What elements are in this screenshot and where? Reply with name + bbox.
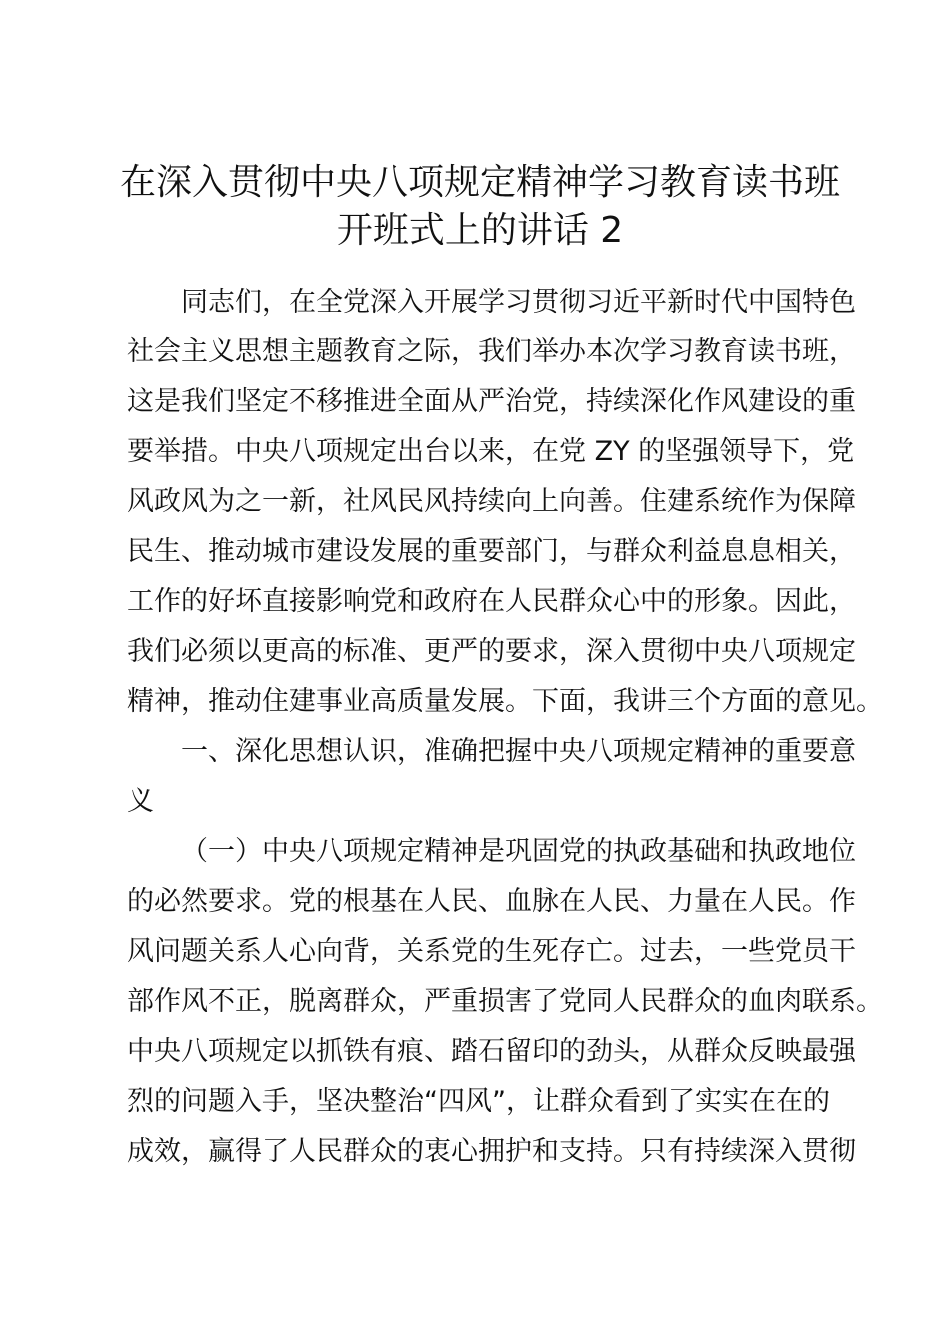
body-line: 烈的问题入手，坚决整治“四风”，让群众看到了实实在在的 xyxy=(127,1086,830,1117)
body-line: 成效，赢得了人民群众的衷心拥护和支持。只有持续深入贯彻 xyxy=(127,1136,856,1167)
body-line: 民生、推动城市建设发展的重要部门，与群众利益息息相关， xyxy=(127,536,856,567)
section-heading-line: 一、深化思想认识，准确把握中央八项规定精神的重要意 xyxy=(181,736,856,767)
document-title-line-2: 开班式上的讲话 2 xyxy=(336,210,624,251)
body-line: 要举措。中央八项规定出台以来，在党 ZY 的坚强领导下，党 xyxy=(127,436,855,467)
body-line: 我们必须以更高的标准、更严的要求，深入贯彻中央八项规定 xyxy=(127,636,856,667)
document-title-line-1: 在深入贯彻中央八项规定精神学习教育读书班 xyxy=(119,162,840,203)
body-line: 这是我们坚定不移推进全面从严治党，持续深化作风建设的重 xyxy=(127,386,856,417)
body-line: 中央八项规定以抓铁有痕、踏石留印的劲头，从群众反映最强 xyxy=(127,1036,856,1067)
body-line: 部作风不正，脱离群众，严重损害了党同人民群众的血肉联系。 xyxy=(127,986,883,1017)
body-line: 精神，推动住建事业高质量发展。下面，我讲三个方面的意见。 xyxy=(127,686,883,717)
body-line: 的必然要求。党的根基在人民、血脉在人民、力量在人民。作 xyxy=(127,886,856,917)
body-line: 风政风为之一新，社风民风持续向上向善。住建系统作为保障 xyxy=(127,486,856,517)
body-line: 工作的好坏直接影响党和政府在人民群众心中的形象。因此， xyxy=(127,586,856,617)
body-line: 社会主义思想主题教育之际，我们举办本次学习教育读书班， xyxy=(127,336,856,367)
body-line: 同志们，在全党深入开展学习贯彻习近平新时代中国特色 xyxy=(181,287,856,318)
body-line: 风问题关系人心向背，关系党的生死存亡。过去，一些党员干 xyxy=(127,936,856,967)
body-line: （一）中央八项规定精神是巩固党的执政基础和执政地位 xyxy=(181,836,856,867)
section-heading-line: 义 xyxy=(127,786,154,817)
